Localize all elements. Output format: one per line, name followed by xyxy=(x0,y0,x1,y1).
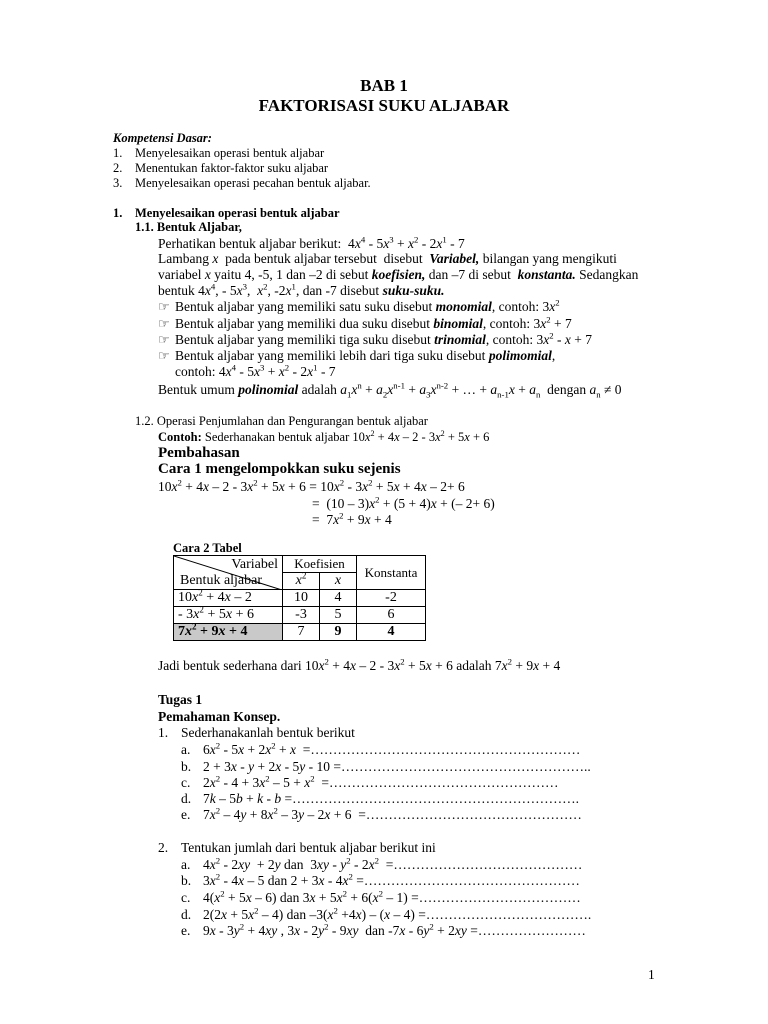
q1-item-a: $6x^2 - 5x + 2x^2 + x$ =…………………………………………………… xyxy=(203,740,581,757)
cara1-step-2: = $(10 - 3)x^2 + (5 + 4)x$ + (– 2+ 6) xyxy=(312,494,495,511)
q1-item-e: $7x^2 - 4y + 8x^2 - 3y - 2x + 6$ =………………………………………… xyxy=(203,805,582,822)
q2-letter-b: b. xyxy=(181,873,192,888)
q2-item-a: $4x^2 - 2xy + 2y$ dan $3xy - y^2 - 2x^2$ =…………………………………… xyxy=(203,855,583,872)
cara2-label: Cara 2 Tabel xyxy=(173,541,242,555)
row2-expr: - $3x^2 + 5x + 6$ xyxy=(174,607,283,624)
row1-c: -2 xyxy=(357,590,426,607)
q1-letter-d: d. xyxy=(181,791,192,806)
pointing-hand-icon: ☞ xyxy=(158,299,170,314)
q1-letter-a: a. xyxy=(181,742,191,757)
header-konstanta: Konstanta xyxy=(357,556,426,590)
row1-k2: 4 xyxy=(320,590,357,607)
section12-heading: 1.2. Operasi Penjumlahan dan Pengurangan bentuk aljabar xyxy=(135,414,428,428)
row3-expr: $7x^2 + 9x + 4$ xyxy=(174,624,283,641)
body-line-1: Perhatikan bentuk aljabar berikut: $4x^4 - 5x^3 + x^2 - 2x^1 - 7$ xyxy=(158,234,465,251)
table-row xyxy=(174,590,426,607)
q1-item-d: 7k – 5b + k - b =………………………………………………………. xyxy=(203,791,579,806)
q2-item-b: $3x^2 - 4x - 5$ dan $2 + 3x - 4x^2$ =………………………………………… xyxy=(203,871,580,888)
bullet-polinomial: ☞ Bentuk aljabar yang memiliki lebih dari tiga suku disebut polimomial, xyxy=(158,348,556,363)
header-x: x xyxy=(320,573,357,590)
header-variabel: Variabel xyxy=(231,557,278,572)
pembahasan-label: Pembahasan xyxy=(158,445,240,461)
contoh-line: Contoh: Sederhanakan bentuk aljabar $10x^2 + 4x - 2 - 3x^2 + 5x + 6$ xyxy=(158,428,490,444)
row1-expr: $10x^2 + 4x - 2$ xyxy=(174,590,283,607)
row2-c: 6 xyxy=(357,607,426,624)
table-row xyxy=(174,624,426,641)
kompetensi-no-2: 2. xyxy=(113,161,123,175)
q2-letter-d: d. xyxy=(181,907,192,922)
body-line-2: Lambang x pada bentuk aljabar tersebut disebut Variabel, bilangan yang mengikuti xyxy=(158,251,617,266)
contoh-label: Contoh: xyxy=(158,430,202,444)
table-row xyxy=(174,607,426,624)
page-number: 1 xyxy=(648,967,655,982)
row3-k2: 9 xyxy=(320,624,357,641)
conclusion: Jadi bentuk sederhana dari $10x^2 + 4x - 2 - 3x^2 + 5x + 6$ adalah $7x^2 + 9x + 4$ xyxy=(158,656,561,673)
q2-letter-a: a. xyxy=(181,857,191,872)
kompetensi-item-2: Menentukan faktor-faktor suku aljabar xyxy=(135,161,329,175)
kompetensi-heading: Kompetensi Dasar: xyxy=(113,131,212,145)
coefficient-table xyxy=(173,555,426,641)
row1-k1: 10 xyxy=(283,590,320,607)
q1-letter-e: e. xyxy=(181,807,191,822)
bullet-trinomial: ☞ Bentuk aljabar yang memiliki tiga suku disebut trinomial, contoh: $3x^2 - x + 7$ xyxy=(158,330,592,347)
row3-c: 4 xyxy=(357,624,426,641)
q2-item-d: $2(2x + 5x^2 - 4)$ dan $-3(x^2 +4x) - (x - 4)$ =………………………………. xyxy=(203,905,592,922)
pointing-hand-icon: ☞ xyxy=(158,316,170,331)
tugas-title: Tugas 1 xyxy=(158,692,203,707)
q2-text: Tentukan jumlah dari bentuk aljabar berikut ini xyxy=(181,840,436,855)
q2-item-c: $4(x^2 + 5x - 6)$ dan $3x + 5x^2 + 6(x^2 - 1)$ =……………………………… xyxy=(203,888,581,905)
cara1-label: Cara 1 mengelompokkan suku sejenis xyxy=(158,461,401,477)
kompetensi-no-3: 3. xyxy=(113,176,123,190)
header-bentuk-aljabar: Bentuk aljabar xyxy=(180,573,263,588)
row3-k1: 7 xyxy=(283,624,320,641)
header-x2: $x^2$ xyxy=(283,573,320,590)
section1-number: 1. xyxy=(113,206,123,220)
bullet-monomial: ☞ Bentuk aljabar yang memiliki satu suku disebut monomial, contoh: $3x^2$ xyxy=(158,297,560,314)
section1-heading: Menyelesaikan operasi bentuk aljabar xyxy=(135,206,340,220)
q2-letter-e: e. xyxy=(181,923,191,938)
row2-k2: 5 xyxy=(320,607,357,624)
q2-letter-c: c. xyxy=(181,890,191,905)
page-title: FAKTORISASI SUKU ALJABAR xyxy=(258,96,510,115)
chapter-label: BAB 1 xyxy=(360,76,408,95)
bullet-binomial: ☞ Bentuk aljabar yang memiliki dua suku disebut binomial, contoh: $3x^2 + 7$ xyxy=(158,314,572,331)
row2-k1: -3 xyxy=(283,607,320,624)
pointing-hand-icon: ☞ xyxy=(158,348,170,363)
cara1-step-1: $10x^2 + 4x - 2 - 3x^2 + 5x + 6 = 10x^2 - 3x^2 + 5x + 4x - 2+ 6$ xyxy=(158,477,465,494)
kompetensi-no-1: 1. xyxy=(113,146,123,160)
table-diagonal-header xyxy=(174,556,283,590)
kompetensi-item-3: Menyelesaikan operasi pecahan bentuk aljabar. xyxy=(135,176,371,190)
cara1-step-3: = $7x^2 + 9x + 4$ xyxy=(312,510,392,527)
body-line-3: variabel x yaitu 4, -5, 1 dan –2 di sebut koefisien, dan –7 di sebut konstanta. Sedangkan xyxy=(158,267,639,282)
q2-item-e: $9x - 3y^2 + 4xy$ , $3x - 2y^2 - 9xy$ dan $-7x - 6y^2 + 2xy$ =…………………… xyxy=(203,921,586,938)
q2-number: 2. xyxy=(158,840,169,855)
section11-heading: 1.1. Bentuk Aljabar, xyxy=(135,220,242,234)
q1-item-c: $2x^2 - 4 + 3x^2 - 5 + x^2$ =…………………………………………… xyxy=(203,773,559,790)
pointing-hand-icon: ☞ xyxy=(158,332,170,347)
bullet-polinomial-example: contoh: $4x^4 - 5x^3 + x^2 - 2x^1 - 7$ xyxy=(175,362,336,379)
header-koefisien: Koefisien xyxy=(283,556,357,573)
q1-letter-b: b. xyxy=(181,759,192,774)
contoh-text: Sederhanakan bentuk aljabar xyxy=(204,430,350,444)
q1-letter-c: c. xyxy=(181,775,191,790)
q1-item-b: 2 + 3x - y + 2x - 5y - 10 =……………………………………………….. xyxy=(203,759,591,774)
body-line-4: bentuk $4x^4$, - $5x^3$, $x^2$, $-2x^1$, dan -7 disebut suku-suku. xyxy=(158,281,445,298)
q1-text: Sederhanakanlah bentuk berikut xyxy=(181,725,355,740)
general-form: Bentuk umum polinomial adalah $a_1x^n + a_2x^{n-1} + a_3x^{n-2}$ + … + $a_{n-1}x + a_n$ dengan $a_n \ne 0$ xyxy=(158,380,622,400)
kompetensi-item-1: Menyelesaikan operasi bentuk aljabar xyxy=(135,146,325,160)
q1-number: 1. xyxy=(158,725,169,740)
tugas-subtitle: Pemahaman Konsep. xyxy=(158,709,281,724)
